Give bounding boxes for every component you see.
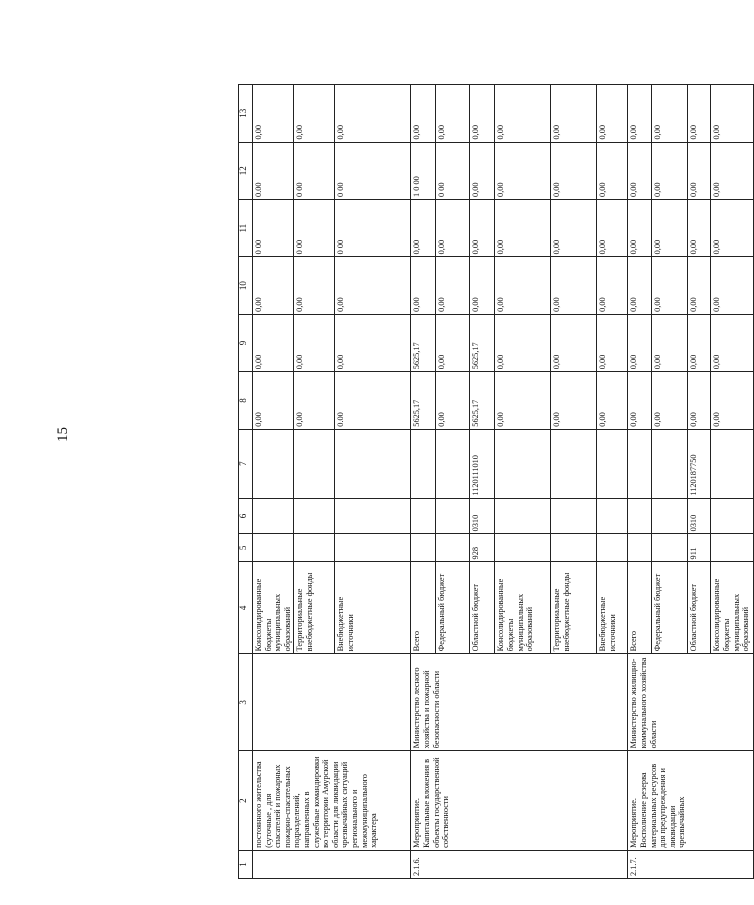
funding-source-cell: Всего: [628, 562, 652, 654]
value-cell: 0,00: [470, 199, 495, 256]
value-cell: 0,00: [294, 372, 335, 429]
header-cell: 11: [239, 199, 253, 256]
value-cell: 0,00: [551, 314, 597, 371]
item-number-cell: 2.1.6.: [411, 850, 628, 878]
code-cell: [551, 498, 597, 534]
value-cell: 0,00: [335, 85, 411, 143]
code-cell: [597, 498, 628, 534]
value-cell: 5625,17: [470, 314, 495, 371]
code-cell: 1120111010: [470, 429, 495, 498]
value-cell: 0,00: [253, 257, 294, 314]
value-cell: 0,00: [652, 199, 688, 256]
value-cell: 5625,17: [411, 372, 436, 429]
item-name-cell: Мероприятие. Капитальные вложения в объекты государственной собственности: [411, 751, 628, 851]
value-cell: 0,00: [628, 85, 652, 143]
value-cell: 0,00: [597, 85, 628, 143]
code-cell: [294, 534, 335, 562]
code-cell: 0310: [470, 498, 495, 534]
code-cell: 928: [470, 534, 495, 562]
code-cell: [294, 429, 335, 498]
header-row: [239, 85, 253, 879]
funding-source-cell: Областной бюджет: [688, 562, 711, 654]
code-cell: [495, 534, 551, 562]
value-cell: 0,00: [711, 85, 754, 143]
code-cell: [335, 534, 411, 562]
funding-source-cell: Федеральный бюджет: [436, 562, 470, 654]
code-cell: 0310: [688, 498, 711, 534]
funding-source-cell: Консолидированные бюджеты муниципальных образований: [253, 562, 294, 654]
value-cell: 0,00: [711, 199, 754, 256]
code-cell: [711, 534, 754, 562]
value-cell: 0,00: [436, 314, 470, 371]
code-cell: 1120187750: [688, 429, 711, 498]
code-cell: [628, 498, 652, 534]
value-cell: 5625,17: [470, 372, 495, 429]
code-cell: [711, 498, 754, 534]
code-cell: [436, 498, 470, 534]
value-cell: 0.00: [253, 142, 294, 199]
value-cell: 0,00: [470, 257, 495, 314]
value-cell: 0,00: [253, 314, 294, 371]
value-cell: 0,00: [436, 372, 470, 429]
value-cell: 0,00: [628, 257, 652, 314]
value-cell: 0 00: [253, 199, 294, 256]
value-cell: 0,00: [628, 372, 652, 429]
value-cell: 0,00: [335, 257, 411, 314]
code-cell: [335, 498, 411, 534]
table-body: [239, 85, 754, 879]
value-cell: 0,00: [495, 142, 551, 199]
funding-source-cell: Территориальные внебюджетные фонды: [551, 562, 597, 654]
value-cell: 0,00: [652, 257, 688, 314]
value-cell: 0,00: [411, 85, 436, 143]
executor-cell: [253, 654, 411, 751]
funding-source-cell: Территориальные внебюджетные фонды: [294, 562, 335, 654]
value-cell: 0 00: [335, 199, 411, 256]
value-cell: 0,00: [411, 257, 436, 314]
header-cell: 10: [239, 257, 253, 314]
value-cell: 0,00: [688, 372, 711, 429]
value-cell: 0,00: [711, 314, 754, 371]
value-cell: 0,00: [470, 85, 495, 143]
code-cell: [335, 429, 411, 498]
code-cell: [495, 498, 551, 534]
code-cell: [711, 429, 754, 498]
value-cell: 0,00: [495, 257, 551, 314]
table-row: [411, 85, 436, 879]
header-cell: 12: [239, 142, 253, 199]
header-cell: 13: [239, 85, 253, 143]
funding-source-cell: Внебюджетные источники: [597, 562, 628, 654]
code-cell: [652, 429, 688, 498]
item-number-cell: [253, 850, 411, 878]
value-cell: 0.00: [335, 372, 411, 429]
value-cell: 5625,17: [411, 314, 436, 371]
table-row: [253, 85, 294, 879]
value-cell: 0,00: [628, 199, 652, 256]
funding-source-cell: Всего: [411, 562, 436, 654]
code-cell: [411, 498, 436, 534]
code-cell: [597, 429, 628, 498]
value-cell: 0,00: [495, 372, 551, 429]
header-cell: 7: [239, 429, 253, 498]
value-cell: 0,00: [688, 199, 711, 256]
header-cell: 8: [239, 372, 253, 429]
funding-source-cell: Консолидированные бюджеты муниципальных образований: [711, 562, 754, 654]
code-cell: [495, 429, 551, 498]
header-cell: 6: [239, 498, 253, 534]
value-cell: 0,00: [628, 314, 652, 371]
value-cell: 0,00: [551, 85, 597, 143]
header-cell: 3: [239, 654, 253, 751]
value-cell: 0,00: [294, 85, 335, 143]
value-cell: 0,00: [436, 85, 470, 143]
funding-source-cell: Консолидированные бюджеты муниципальных образований: [495, 562, 551, 654]
code-cell: [253, 498, 294, 534]
executor-cell: Министерство жилищно-коммунального хозяйства области: [628, 654, 754, 751]
value-cell: 0,00: [652, 372, 688, 429]
value-cell: 0,00: [652, 142, 688, 199]
value-cell: 0,00: [688, 142, 711, 199]
value-cell: 0,00: [688, 257, 711, 314]
budget-table: [238, 84, 754, 879]
item-number-cell: 2.1.7.: [628, 850, 754, 878]
code-cell: [551, 429, 597, 498]
value-cell: 0,00: [652, 314, 688, 371]
page-number: 15: [55, 427, 71, 442]
value-cell: 0,00: [711, 142, 754, 199]
value-cell: 0,00: [335, 314, 411, 371]
code-cell: [294, 498, 335, 534]
value-cell: 0,00: [597, 199, 628, 256]
code-cell: [652, 498, 688, 534]
value-cell: 0,00: [688, 314, 711, 371]
value-cell: 0,00: [294, 314, 335, 371]
value-cell: 0 00: [294, 142, 335, 199]
funding-source-cell: Внебюджетные источники: [335, 562, 411, 654]
executor-cell: Министерство лесного хозяйства и пожарной безопасности области: [411, 654, 628, 751]
header-cell: 4: [239, 562, 253, 654]
code-cell: [436, 429, 470, 498]
item-name-cell: Мероприятие. Восполнение резерва материальных ресурсов для предупреждения и ликвидации чрезвычайных: [628, 751, 754, 851]
value-cell: 0,00: [253, 372, 294, 429]
code-cell: [628, 534, 652, 562]
rotated-table-wrapper: [238, 84, 751, 879]
value-cell: 0,00: [597, 257, 628, 314]
code-cell: [253, 429, 294, 498]
code-cell: [253, 534, 294, 562]
value-cell: 0,00: [495, 85, 551, 143]
value-cell: 0,00: [294, 257, 335, 314]
item-name-cell: постоянного жительства (суточные , для спасателей и пожарных пожарно-спасательных подразделений, направленных в служебные командировки во территории Амурской области для ликвидации чрезвычайных ситуаций регионального и межмуниципального характера: [253, 751, 411, 851]
value-cell: 0,00: [436, 257, 470, 314]
scanned-table-region: [119, 42, 751, 876]
code-cell: [411, 534, 436, 562]
value-cell: 0,00: [551, 257, 597, 314]
value-cell: 0,00: [411, 199, 436, 256]
value-cell: 0,00: [551, 372, 597, 429]
value-cell: 0,00: [551, 142, 597, 199]
value-cell: 0,00: [495, 199, 551, 256]
value-cell: 0,00: [436, 199, 470, 256]
header-cell: 5: [239, 534, 253, 562]
value-cell: 0,00: [711, 257, 754, 314]
value-cell: 0 00: [436, 142, 470, 199]
header-cell: 9: [239, 314, 253, 371]
code-cell: [411, 429, 436, 498]
value-cell: 0,00: [597, 142, 628, 199]
code-cell: [551, 534, 597, 562]
header-cell: 2: [239, 751, 253, 851]
value-cell: 0,00: [597, 314, 628, 371]
funding-source-cell: Областной бюджет: [470, 562, 495, 654]
value-cell: 0,00: [628, 142, 652, 199]
code-cell: [436, 534, 470, 562]
value-cell: 0,00: [688, 85, 711, 143]
code-cell: 911: [688, 534, 711, 562]
code-cell: [597, 534, 628, 562]
value-cell: 0 00: [335, 142, 411, 199]
value-cell: 0 00: [294, 199, 335, 256]
value-cell: 0,00: [652, 85, 688, 143]
funding-source-cell: Федеральный бюджет: [652, 562, 688, 654]
value-cell: 1 0 00: [411, 142, 436, 199]
value-cell: 0,00: [597, 372, 628, 429]
code-cell: [652, 534, 688, 562]
value-cell: 0,00: [495, 314, 551, 371]
value-cell: 0,00: [253, 85, 294, 143]
value-cell: 0,00: [711, 372, 754, 429]
header-cell: 1: [239, 850, 253, 878]
table-row: [628, 85, 652, 879]
code-cell: [628, 429, 652, 498]
value-cell: 0,00: [470, 142, 495, 199]
value-cell: 0,00: [551, 199, 597, 256]
